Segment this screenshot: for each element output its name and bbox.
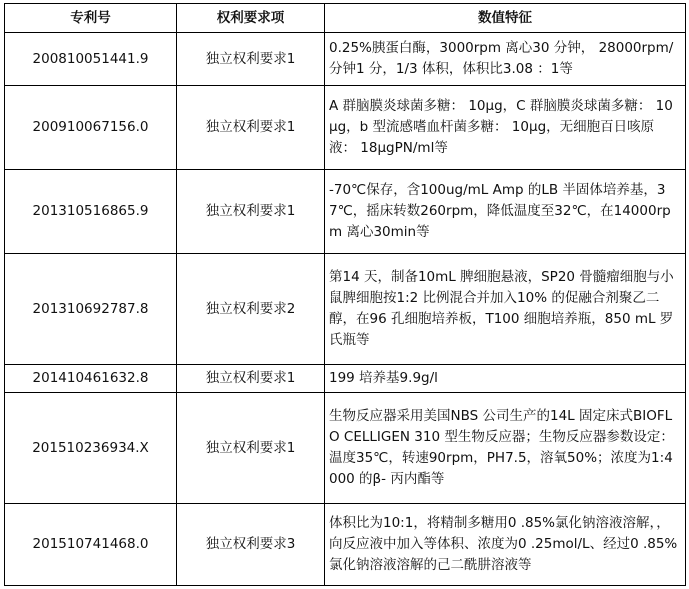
patent-no-cell: 201510741468.0: [5, 504, 177, 586]
table-row: [5, 254, 686, 365]
claim-cell: 独立权利要求1: [177, 86, 325, 170]
patent-table: [4, 3, 686, 586]
patent-no-cell: 201310516865.9: [5, 170, 177, 254]
header-patent-no: 专利号: [5, 4, 177, 33]
features-cell: -70℃保存，含100ug/mL Amp 的LB 半固体培养基，37℃，摇床转数260rpm，降低温度至32℃，在14000rpm 离心30min等: [325, 170, 686, 254]
features-cell: 体积比为10:1，将精制多糖用0 .85%氯化钠溶液溶解，，向反应液中加入等体积、浓度为0 .25mol/L、经过0 .85%氯化钠溶液溶解的己二酰肼溶液等: [325, 504, 686, 586]
table-row: [5, 170, 686, 254]
features-cell: 生物反应器采用美国NBS 公司生产的14L 固定床式BIOFLO CELLIGEN 310 型生物反应器；生物反应器参数设定：温度35℃，转速90rpm，PH7.5，溶氧50%；浓度为1:4000 的β- 丙内酯等: [325, 393, 686, 504]
patent-no-cell: 201410461632.8: [5, 365, 177, 393]
table-row: [5, 504, 686, 586]
table-row: [5, 33, 686, 86]
features-cell: 0.25%胰蛋白酶，3000rpm 离心30 分钟， 28000rpm/ 分钟1 分，1/3 体积，体积比3.08 ：1等: [325, 33, 686, 86]
patent-no-cell: 200910067156.0: [5, 86, 177, 170]
table-row: [5, 86, 686, 170]
features-cell: A 群脑膜炎球菌多糖： 10μg，C 群脑膜炎球菌多糖： 10μg，b 型流感嗜血杆菌多糖： 10μg，无细胞百日咳原液： 18μgPN/ml等: [325, 86, 686, 170]
features-cell: 第14 天，制备10mL 脾细胞悬液，SP20 骨髓瘤细胞与小鼠脾细胞按1:2 比例混合并加入10% 的促融合剂聚乙二醇，在96 孔细胞培养板，T100 细胞培养瓶，850 mL 罗氏瓶等: [325, 254, 686, 365]
patent-no-cell: 201310692787.8: [5, 254, 177, 365]
table-header-row: [5, 4, 686, 33]
claim-cell: 独立权利要求1: [177, 393, 325, 504]
header-features: 数值特征: [325, 4, 686, 33]
table-row: [5, 393, 686, 504]
claim-cell: 独立权利要求2: [177, 254, 325, 365]
claim-cell: 独立权利要求3: [177, 504, 325, 586]
patent-no-cell: 200810051441.9: [5, 33, 177, 86]
table-row: [5, 365, 686, 393]
patent-no-cell: 201510236934.X: [5, 393, 177, 504]
features-cell: 199 培养基9.9g/l: [325, 365, 686, 393]
claim-cell: 独立权利要求1: [177, 365, 325, 393]
claim-cell: 独立权利要求1: [177, 170, 325, 254]
claim-cell: 独立权利要求1: [177, 33, 325, 86]
header-claim: 权利要求项: [177, 4, 325, 33]
